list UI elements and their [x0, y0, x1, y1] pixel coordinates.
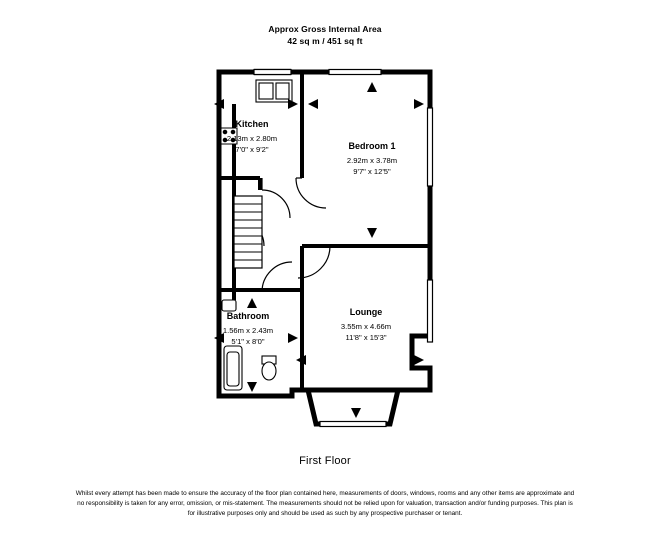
door-bedroom1	[296, 178, 326, 208]
gross-area-title: Approx Gross Internal Area	[268, 24, 382, 34]
room-name-bedroom1: Bedroom 1	[348, 141, 396, 151]
room-dim-metric-bathroom: 1.56m x 2.43m	[222, 326, 274, 336]
door-kitchen	[262, 178, 290, 218]
room-name-kitchen: Kitchen	[235, 119, 269, 129]
room-dim-metric-lounge: 3.55m x 4.66m	[340, 322, 392, 332]
window-kitchen-top	[254, 70, 291, 75]
room-dim-imperial-lounge: 11'8" x 15'3"	[345, 333, 387, 343]
window-bedroom-top	[329, 70, 381, 75]
bay-window-wall	[308, 390, 398, 424]
bathroom-bath	[224, 346, 242, 390]
room-dim-imperial-kitchen: 7'0" x 9'2"	[235, 145, 269, 155]
kitchen-sink-unit	[256, 80, 292, 102]
window-lounge-right	[428, 280, 433, 342]
room-dim-metric-kitchen: 2.13m x 2.80m	[226, 134, 278, 144]
room-label-bedroom1	[312, 140, 432, 177]
disclaimer-text: Whilst every attempt has been made to ensure the accuracy of the floor plan contained here, measurements of doors, windows, rooms and any other items are approximate and no responsibility is taken for any error, omission, or mis-statement. The measurements should not be relied upon for valuation, transaction and/or funding purposes. This plan is for illustrative purposes only and should be used as such by any prospective purchaser or tenant.	[75, 490, 575, 517]
room-name-bathroom: Bathroom	[226, 311, 270, 321]
room-dim-imperial-bedroom1: 9'7" x 12'5"	[353, 167, 391, 177]
room-label-bathroom	[198, 310, 298, 347]
room-dim-metric-bedroom1: 2.92m x 3.78m	[346, 156, 398, 166]
room-dim-imperial-bathroom: 5'1" x 8'0"	[231, 337, 265, 347]
staircase	[234, 196, 262, 268]
floor-title: First Floor	[299, 455, 351, 467]
gross-area-value: 42 sq m / 451 sq ft	[287, 36, 363, 46]
room-name-lounge: Lounge	[349, 307, 383, 317]
room-label-kitchen	[206, 118, 298, 155]
window-bay-bottom	[320, 422, 386, 427]
bathroom-toilet	[262, 356, 276, 380]
room-label-lounge	[306, 306, 426, 343]
door-bathroom	[262, 262, 292, 292]
